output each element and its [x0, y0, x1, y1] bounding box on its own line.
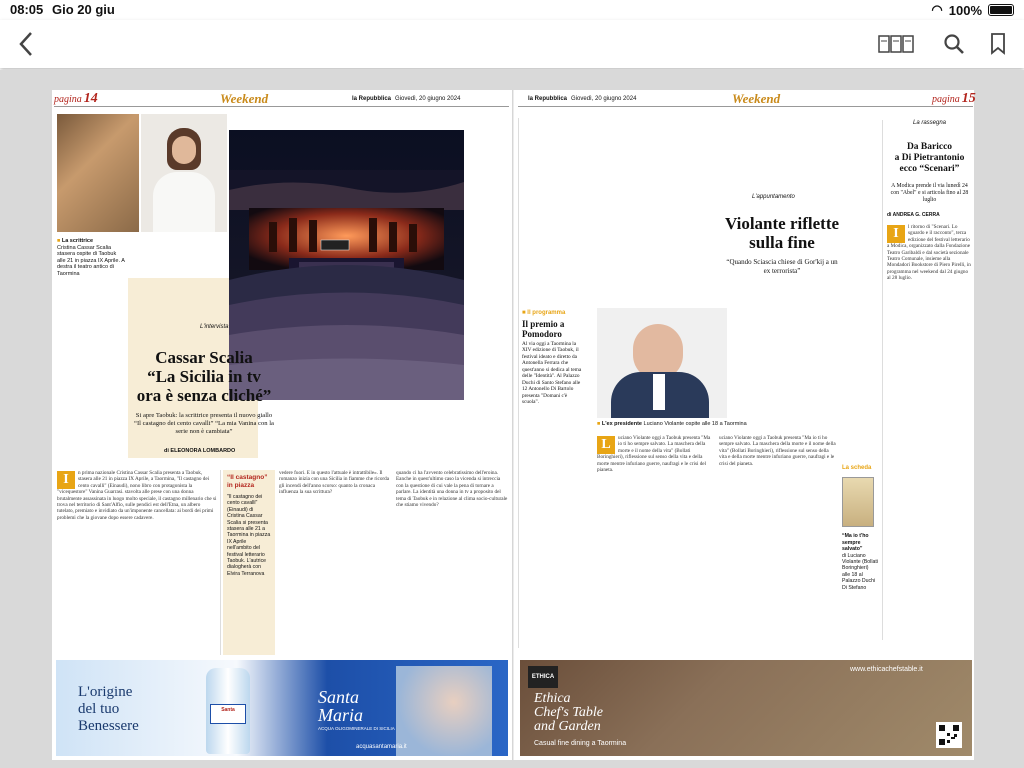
rassegna-headline: Da Baricco a Di Pietrantonio ecco “Scenari”: [894, 142, 965, 174]
santa-maria-ad[interactable]: [56, 660, 508, 756]
reader-toolbar: [0, 20, 1024, 68]
programma-column: ■ Il programma Il premio a Pomodoro Al via oggi a Taormina la XIV edizione di Taobuk, il festival ideato e diretto da Antonella Ferrara che quest'anno si dedica al tema delle "Identità". Al Palazzo Duchi di Santo Stefano alle 12 Antonello Di Bartolo presenta "Domani c'è scuola".: [522, 310, 582, 405]
search-icon[interactable]: [940, 28, 968, 60]
violante-caption: ■ L'ex presidente Luciano Violante ospite alle 18 a Taormina: [597, 421, 747, 427]
ad-url: acquasantamaria.it: [356, 744, 407, 750]
ethica-logo: ETHICA: [528, 666, 558, 688]
ethica-sub: Casual fine dining a Taormina: [534, 740, 627, 747]
battery-icon: [988, 4, 1014, 16]
bookmark-icon[interactable]: [986, 28, 1010, 60]
left-header-rule: [54, 106, 509, 107]
bookshelf-photo: [57, 114, 139, 232]
ad-small: ACQUA OLIGOMINERALE DI SICILIA: [318, 726, 395, 731]
violante-photo: [597, 308, 727, 418]
scheda-box: La scheda “Ma io t'ho sempre salvato” di Luciano Violante (Bollati Boringhieri) alle 18 al Palazzo Duchi Di Stefano: [842, 465, 878, 591]
col-divider: [220, 470, 221, 655]
right-weekend-label: Weekend: [732, 91, 781, 106]
ad-tagline: L'origine del tuo Benessere: [78, 684, 139, 734]
author-portrait: [141, 114, 227, 232]
battery-percent: 100%: [948, 2, 982, 18]
status-bar: [0, 0, 1024, 20]
status-date: Gio 20 giu: [52, 2, 115, 17]
right-rule: [518, 118, 519, 648]
interview-kicker: L'intervista: [200, 324, 229, 330]
left-weekend-label: Weekend: [220, 91, 269, 106]
right-header-rule: [518, 106, 973, 107]
page-fold: [512, 90, 514, 760]
woman-photo: [396, 666, 492, 756]
left-body-col1: I n prima nazionale Cristina Cassar Scalia presenta a Taobuk, stasera alle 21 in piazza IX Aprile, a Taormina, "Il castagno dei cento cavalli" (Einaudi), nono libro con protagonista la "vicequestore" Vanina Guarrasi. stavolta alle prese con una donna brutalmente assassinata in luogo molto speciale, il castagno millenario che si trova nel territorio di Sant'Alfio, sulle pendici est dell'Etna, un albero tutelato, premiato e invidiato da un'imponente cancellata: ai bordi dei primi problemi che la giovane dopo essere cadavere.: [57, 470, 217, 521]
left-page-number: pagina 14: [54, 91, 98, 106]
portrait-caption: ■ La scrittrice Cristina Cassar Scalia stasera ospite di Taobuk alle 21 in piazza IX Aprile. A destra il teatro antico di Taormina: [57, 238, 125, 277]
right-subtitle: “Quando Sciascia chiese di Gor'kij a un ex terrorista”: [726, 258, 838, 275]
left-body-col2: vedere fuori. E in questo l'attuale è intrattibile». Il romanzo inizia con una Sicilia in fiamme che ricorda gli incendi dell'anno scorso: quanto la cronaca influenza la sua scrittura?: [279, 470, 390, 496]
right-date: la Repubblica Giovedì, 20 giugno 2024: [528, 96, 637, 102]
pages-icon[interactable]: [876, 28, 916, 60]
status-time: 08:05: [10, 2, 44, 17]
left-subtitle: Si apre Taobuk: la scrittrice presenta il nuovo giallo “Il castagno dei cento cavalli” “La mia Vanina con la serie non è cambiata”: [134, 412, 274, 435]
wifi-icon: ◠: [931, 2, 943, 17]
status-right: [931, 2, 1014, 18]
left-byline: di ELEONORA LOMBARDO: [164, 448, 236, 454]
newspaper-spread: [52, 90, 974, 760]
ethica-title: Ethica Chef's Table and Garden: [534, 691, 603, 734]
ethica-ad[interactable]: [520, 660, 972, 756]
book-cover: [842, 477, 874, 527]
right-headline: Violante riflette sulla fine: [724, 214, 840, 252]
qr-code-icon: [936, 722, 962, 748]
ad-brand: Santa Maria: [318, 687, 363, 725]
castagno-sidebar: “Il castagno” in piazza "Il castagno dei cento cavalli" (Einaudi) di Cristina Cassar Scalia si presenta stasera alle 21 a Taormina in piazza IX Aprile nell'ambito del festival letterario Taobuk. L'autrice dialogherà con Elvira Terranova: [223, 470, 275, 655]
appuntamento-kicker: L'appuntamento: [752, 194, 795, 200]
left-body-col3: quando ci ha l'avvento celebratissimo dell'eroina. Eanche in quest'ultimo caso la vicenda si intreccia con la questione di cui vale la pena di tornare a parlare. La identità una donna in tv a proposito del tema di Taobuk e in relazione al clima socio-culturale che stiamo vivendo?: [396, 470, 508, 509]
water-bottle: Santa: [206, 668, 250, 754]
back-icon[interactable]: [12, 28, 40, 60]
left-date: la Repubblica Giovedì, 20 giugno 2024: [352, 96, 461, 102]
left-headline: Cassar Scalia “La Sicilia in tv ora è senza cliché”: [136, 348, 272, 405]
right-body-col1: L uciano Violante oggi a Taobuk presenta "Ma io ti ho sempre salvato. La maschera della morte e il nome della vita" (Bollati Boringhieri), riflessione sul senso della vita e della morte mentre infuriano guerre, naufragi e le crisi del pianeta.: [597, 435, 711, 474]
page-viewer[interactable]: [0, 70, 1024, 768]
right-body-col2: uciano Violante oggi a Taobuk presenta "Ma io ti ho sempre salvato. La maschera della morte e il nome della vita" (Bollati Boringhieri), riflessione sul senso della vita e della morte mentre infuriano guerre, naufragi e le crisi del pianeta.: [719, 435, 836, 467]
ethica-url: www.ethicachefstable.it: [850, 666, 923, 673]
right-page-number: pagina 15: [932, 91, 976, 106]
rassegna-column: La rassegna Da Baricco a Di Pietrantonio ecco “Scenari” A Modica prende il via lunedì 24 con "Abel" e si articola fino al 28 luglio di ANDREA G. CERRA I l ritorno di "Scenari. Lo sguardo e il racconto", terza edizione del festival letterario a Modica, organizzato dalla Fondazione Teatro Garibaldi e dal società sezionale Teatro Comunale, insieme alla Mondadori Bookstore di Piero Pirelli, in programma nel weekend dal 24 giugno al 28 luglio.: [882, 120, 972, 640]
